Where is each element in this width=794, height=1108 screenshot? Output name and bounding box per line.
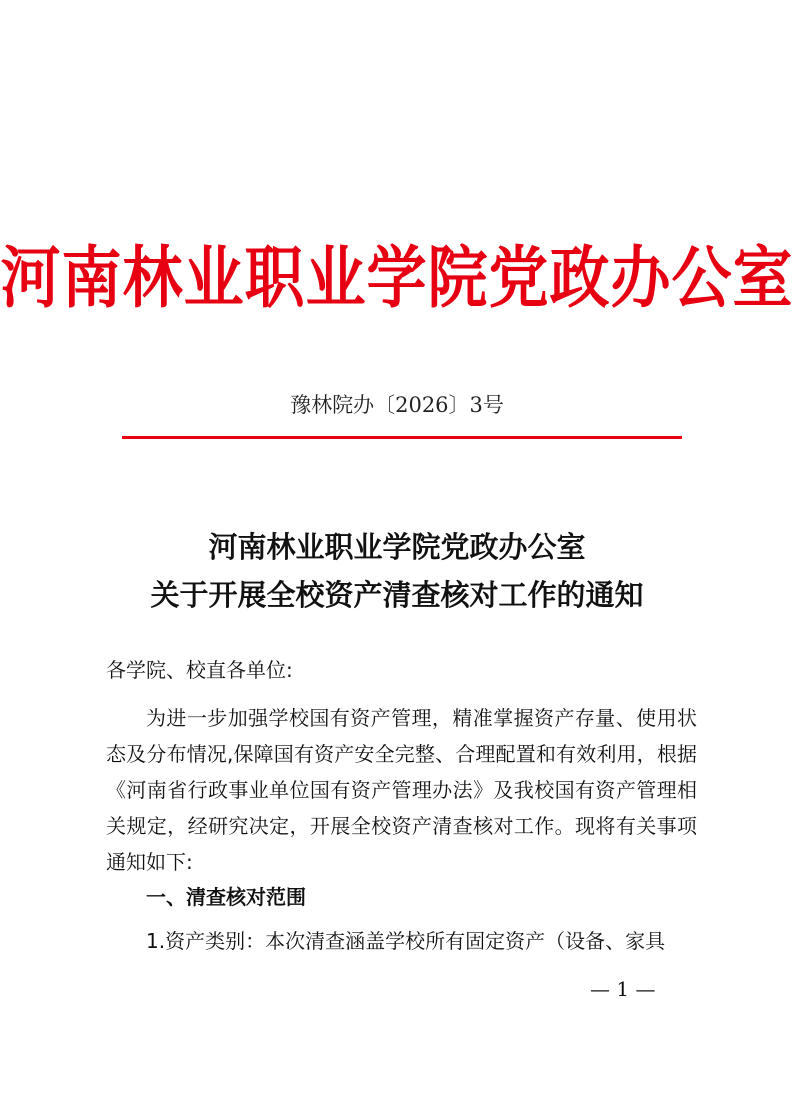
notice-title-line-1: 河南林业职业学院党政办公室	[208, 530, 586, 564]
intro-paragraph: 为进一步加强学校国有资产管理，精准掌握资产存量、使用状态及分布情况,保障国有资产安全完整、合理配置和有效利用，根据《河南省行政事业单位国有资产管理办法》及我校国有资产管理相关规定，经研究决定，开展全校资产清查核对工作。现将有关事项通知如下:	[106, 706, 697, 874]
scope-item-asset-category: 1.资产类别：本次清查涵盖学校所有固定资产（设备、家具	[146, 929, 666, 953]
section-heading-scope: 一、清查核对范围	[146, 885, 306, 909]
document-number: 豫林院办〔2026〕3号	[290, 393, 504, 417]
page-number: — 1 —	[590, 977, 656, 1001]
salutation: 各学院、校直各单位:	[106, 658, 293, 682]
notice-title-line-2: 关于开展全校资产清查核对工作的通知	[150, 578, 644, 612]
masthead-title: 河南林业职业学院党政办公室	[0, 241, 794, 316]
red-separator-line	[122, 436, 682, 439]
